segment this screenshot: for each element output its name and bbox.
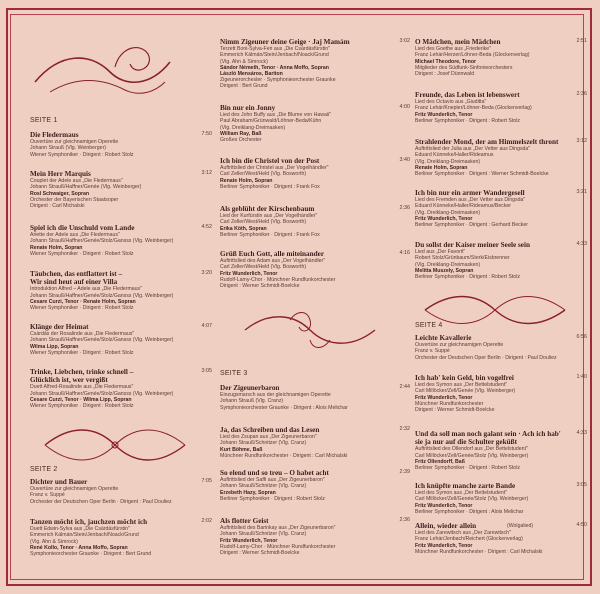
track-duration: 4:16 — [399, 250, 410, 256]
track-credit-line: Wiener Symphoniker · Dirigent : Robert Stolz — [30, 349, 134, 356]
track-credit-line: Berliner Symphoniker · Dirigent : Robert Stolz — [415, 117, 520, 124]
track-credit-line: Johann Strauß/Schnitzer (Vlg. Cranz) — [220, 531, 307, 538]
track-entry — [220, 517, 410, 556]
track-credit-line: Berliner Symphoniker · Dirigent : Frank Fox — [220, 231, 320, 238]
track-credit-line: Carl Zeller/West/Held (Vlg. Bosworth) — [220, 171, 307, 178]
track-credit-line: Wiener Symphoniker · Dirigent : Robert Stolz — [30, 403, 134, 410]
track-title-continued: Wir sind heut auf einer Villa — [30, 278, 118, 287]
track-title: Ich bin die Christel von der Post — [220, 157, 320, 165]
track-credit-line: Berliner Symphoniker · Dirigent : Robert Stolz — [415, 465, 520, 472]
track-credit-line: Couplet der Adele aus „Die Fledermaus" — [30, 178, 123, 185]
track-entry — [415, 91, 587, 124]
track-entry — [220, 250, 410, 289]
track-credit-line: (Vlg. Ahn & Simrock) — [220, 58, 268, 65]
track-entry — [220, 104, 410, 143]
track-title: Als flotter Geist — [220, 517, 269, 525]
track-credit-line: Duett Alfred-Rosalinde aus „Die Fledermaus" — [30, 384, 134, 391]
track-credit-line: Ouvertüre zur gleichnamigen Operette — [415, 342, 504, 349]
track-credit-line: Emmerich Kálmán/Stein/Jenbach/Noack/Grund — [220, 52, 329, 59]
track-credit-line: Berliner Symphoniker · Dirigent : Frank Fox — [220, 183, 320, 190]
track-duration: 3:05 — [576, 482, 587, 488]
track-credit-line: Carl Millöcker/Zell/Genée (Vlg. Weinberger) — [415, 388, 516, 395]
track-credit-line: Lied des Symon aus „Der Bettelstudent" — [415, 490, 508, 497]
track-entry — [415, 138, 587, 177]
track-credit-line: Eduard Künneke/Haller/Rideamus/Becker — [415, 203, 512, 210]
track-credit-line: Wilma Lipp, Sopran — [30, 343, 79, 350]
track-title: Du sollst der Kaiser meiner Seele sein — [415, 241, 530, 249]
track-credit-line: Einzugsmarsch aus der gleichnamigen Operette — [220, 392, 331, 399]
track-credit-line: Johann Strauß/Haffner/Genée/Stolz/Gansss (Vlg. Weinberger) — [30, 238, 174, 245]
track-credit-line: Mitglieder des Südfunk-Sinfonieorchesters — [415, 64, 513, 71]
track-duration: 2:02 — [201, 518, 212, 524]
track-credit-line: Orchester der Deutschen Oper Berlin · Dirigent : Paul Douliez — [415, 354, 557, 361]
track-credit-line: Fritz Ollendorff, Baß — [415, 458, 465, 465]
track-duration: 1:40 — [576, 374, 587, 380]
track-entry — [415, 334, 587, 361]
track-credit-line: Emmerich Kálmán/Stein/Jenbach/Noack/Grund — [30, 532, 139, 539]
track-credit-line: Ouvertüre zur gleichnamigen Operette — [30, 486, 119, 493]
track-title: Freunde, das Leben ist lebenswert — [415, 91, 520, 99]
track-title-note: (Wolgalied) — [507, 523, 534, 529]
track-duration: 2:32 — [399, 426, 410, 432]
track-entry — [415, 241, 587, 280]
track-credit-line: Melitta Muszely, Sopran — [415, 267, 474, 274]
track-credit-line: Auftrittslied des Barinkay aus „Der Zigeunerbaron" — [220, 525, 336, 532]
track-duration: 2:44 — [399, 384, 410, 390]
track-title: Nimm Zigeuner deine Geige · Jaj Mamám — [220, 38, 350, 46]
track-duration: 3:40 — [399, 157, 410, 163]
track-credit-line: Lied aus „Der Favorit" — [415, 249, 466, 256]
track-credit-line: Orchester der Bayerischen Staatsoper — [30, 196, 119, 203]
track-credit-line: Cesare Curzi, Tenor · Renate Holm, Sopran — [30, 298, 136, 305]
track-credit-line: Lied des Octavio aus „Giuditta" — [415, 99, 487, 106]
track-credit-line: Dirigent : Werner Schmidt-Boelcke — [220, 550, 300, 557]
track-credit-line: (Vlg. Dreiklang-Dreimasken) — [415, 209, 481, 216]
track-credit-line: Rudolf-Lamy-Chor · Münchner Rundfunkorchester — [220, 276, 336, 283]
track-entry — [415, 430, 587, 471]
track-credit-line: Renate Holm, Sopran — [415, 164, 468, 171]
track-credit-line: Münchner Rundfunkorchester — [415, 400, 484, 407]
track-credit-line: Wiener Symphoniker · Dirigent : Robert Stolz — [30, 250, 134, 257]
track-entry — [30, 368, 212, 409]
track-entry — [220, 38, 410, 90]
ornament-top-left-icon — [30, 42, 180, 102]
track-credit-line: Berliner Symphoniker · Dirigent : Werner Schmidt-Boelcke — [415, 171, 549, 178]
track-title: Bin nur ein Jonny — [220, 104, 276, 112]
section-label-seite-4: SEITE 4 — [415, 322, 443, 329]
track-credit-line: Renate Holm, Sopran — [220, 177, 273, 184]
track-credit-line: Fritz Wunderlich, Tenor — [415, 502, 473, 509]
track-entry — [30, 170, 212, 209]
ornament-bottom-left-icon — [40, 420, 190, 470]
track-entry — [415, 374, 587, 413]
track-entry — [220, 426, 410, 459]
track-credit-line: Lied des Zarewitsch aus „Der Zarewitsch" — [415, 530, 511, 537]
track-credit-line: Cesare Curzi, Tenor · Wilma Lipp, Sopran — [30, 396, 132, 403]
track-entry — [30, 270, 212, 311]
track-credit-line: Franz Lehár/Jenbach/Reichert (Glockenverlag) — [415, 536, 523, 543]
track-title: Täubchen, das entflattert ist – — [30, 270, 123, 278]
track-credit-line: Ariette der Adele aus „Die Fledermaus" — [30, 232, 120, 239]
track-credit-line: Münchner Rundfunkorchester · Dirigent : Carl Michalski — [415, 548, 543, 555]
track-credit-line: Symphonieorchester Graunke · Dirigent : Alois Melichar — [220, 404, 348, 411]
track-entry — [220, 157, 410, 190]
track-duration: 4:00 — [399, 104, 410, 110]
track-credit-line: Sándor Németh, Tenor · Anna Moffo, Sopran — [220, 64, 329, 71]
track-title: Tanzen möcht ich, jauchzen möcht ich — [30, 518, 148, 526]
ornament-center-icon — [235, 305, 385, 355]
track-credit-line: Lied des Symon aus „Der Bettelstudent" — [415, 382, 508, 389]
track-title: Die Fledermaus — [30, 131, 79, 139]
track-credit-line: Auftrittslied der Julia aus „Der Vetter aus Dingsda" — [415, 146, 531, 153]
track-title: Allein, wieder allein — [415, 522, 477, 530]
track-title: Klänge der Heimat — [30, 323, 89, 331]
track-credit-line: Lied des John Buffy aus „Die Blume von Hawaii" — [220, 112, 332, 119]
track-credit-line: Fritz Wunderlich, Tenor — [415, 111, 473, 118]
track-credit-line: Johann Strauß (Vlg. Weinberger) — [30, 145, 107, 152]
track-credit-line: Kurt Böhme, Baß — [220, 446, 263, 453]
track-duration: 6:56 — [576, 334, 587, 340]
track-entry — [220, 205, 410, 238]
track-credit-line: Lied des Goethe aus „Friederike" — [415, 46, 491, 53]
track-title: Mein Herr Marquis — [30, 170, 91, 178]
section-label-seite-2: SEITE 2 — [30, 466, 58, 473]
track-credit-line: Fritz Wunderlich, Tenor — [220, 537, 278, 544]
track-duration: 4:07 — [201, 323, 212, 329]
track-title: Spiel ich die Unschuld vom Lande — [30, 224, 135, 232]
track-title: Trinke, Liebchen, trinke schnell – — [30, 368, 134, 376]
track-entry — [30, 478, 212, 505]
section-label-seite-1: SEITE 1 — [30, 117, 58, 124]
track-entry — [30, 323, 212, 356]
track-duration: 2:36 — [399, 517, 410, 523]
track-credit-line: Symphonieorchester Graunke · Dirigent : Bert Grund — [30, 551, 152, 558]
track-credit-line: Dirigent : Josef Dünnwald — [415, 71, 475, 78]
track-credit-line: Franz Lehár/Knepler/Löhner-Beda (Glockenverlag) — [415, 105, 532, 112]
track-credit-line: Johann Strauß/Haffner/Genée/Stolz/Gansss (Vlg. Weinberger) — [30, 337, 174, 344]
track-credit-line: Auftrittslied des Adam aus „Der Vogelhändler" — [220, 258, 326, 265]
track-title: Als geblüht der Kirschenbaum — [220, 205, 315, 213]
track-credit-line: Carl Zeller/West/Held (Vlg. Bosworth) — [220, 219, 307, 226]
track-credit-line: Carl Millöcker/Zell/Genée/Stolz (Vlg. Weinberger) — [415, 452, 529, 459]
track-credit-line: Johann Strauß/Haffner/Genée (Vlg. Weinberger) — [30, 184, 142, 191]
track-credit-line: Berliner Symphoniker · Dirigent : Robert Stolz — [220, 495, 325, 502]
track-credit-line: Renate Holm, Sopran — [30, 244, 83, 251]
track-entry — [220, 469, 410, 502]
track-entry — [415, 522, 587, 555]
track-credit-line: Dirigent : Werner Schmidt-Boelcke — [415, 407, 495, 414]
track-credit-line: Großes Orchester — [220, 137, 262, 144]
track-entry — [415, 189, 587, 228]
track-title: Grüß Euch Gott, alle miteinander — [220, 250, 325, 258]
track-entry — [220, 384, 410, 411]
track-credit-line: Auftrittslied der Christel aus „Der Vogelhändler" — [220, 165, 329, 172]
track-title: Und da soll man noch galant sein · Ach ich hab' — [415, 430, 561, 438]
track-credit-line: Introduktion Alfred – Adele aus „Die Fledermaus" — [30, 286, 142, 293]
track-duration: 2:39 — [399, 469, 410, 475]
track-credit-line: Franz v. Suppé — [415, 348, 450, 355]
track-title: Ich knüpfte manche zarte Bande — [415, 482, 516, 490]
track-duration: 3:12 — [576, 138, 587, 144]
track-credit-line: Zigeunerorchester · Symphonieorchester Graunke — [220, 77, 336, 84]
track-credit-line: Auftrittslied der Saffi aus „Der Zigeunerbaron" — [220, 477, 325, 484]
track-title: Ja, das Schreiben und das Lesen — [220, 426, 320, 434]
track-credit-line: Fritz Wunderlich, Tenor — [415, 394, 473, 401]
track-title-continued: sie ja nur auf die Schulter geküßt — [415, 438, 517, 447]
track-credit-line: William Ray, Baß — [220, 130, 262, 137]
track-credit-line: Berliner Symphoniker · Dirigent : Alois Melichar — [415, 508, 524, 515]
track-credit-line: Fritz Wunderlich, Tenor — [415, 215, 473, 222]
track-title: Leichte Kavallerie — [415, 334, 472, 342]
track-credit-line: Csárdás der Rosalinde aus „Die Fledermaus" — [30, 331, 135, 338]
track-credit-line: Fritz Wunderlich, Tenor — [220, 270, 278, 277]
track-duration: 2:36 — [399, 205, 410, 211]
track-credit-line: Franz v. Suppé — [30, 492, 65, 499]
track-credit-line: (Vlg. Dreiklang-Dreimasken) — [415, 261, 481, 268]
track-duration: 7:50 — [201, 131, 212, 137]
track-duration: 2:51 — [576, 38, 587, 44]
track-credit-line: Rudolf-Lamy-Chor · Münchner Rundfunkorchester — [220, 543, 336, 550]
track-credit-line: Erika Köth, Sopran — [220, 225, 267, 232]
track-credit-line: László Mensáros, Bariton — [220, 71, 283, 78]
track-credit-line: Michael Theodore, Tenor — [415, 58, 477, 65]
track-entry — [30, 131, 212, 158]
track-duration: 4:33 — [576, 241, 587, 247]
ornament-right-icon — [420, 290, 570, 330]
track-entry — [415, 482, 587, 515]
track-credit-line: Johann Strauß/Schnitzer (Vlg. Cranz) — [220, 483, 307, 490]
track-credit-line: (Vlg. Ahn & Simrock) — [30, 538, 78, 545]
track-credit-line: Lied der Kurfürstin aus „Der Vogelhändler" — [220, 213, 318, 220]
track-title: Ich hab' kein Geld, bin vogelfrei — [415, 374, 514, 382]
track-credit-line: Berliner Symphoniker · Dirigent : Robert Stolz — [415, 274, 520, 281]
track-credit-line: Terzett Boni-Sylva-Feri aus „Die Csárdásfürstin" — [220, 46, 330, 53]
track-duration: 2:36 — [576, 91, 587, 97]
track-credit-line: Münchner Rundfunkorchester · Dirigent : Carl Michalski — [220, 452, 348, 459]
track-duration: 3:05 — [201, 368, 212, 374]
track-credit-line: Lied des Fremden aus „Der Vetter aus Dingsda" — [415, 197, 526, 204]
track-duration: 3:21 — [576, 189, 587, 195]
track-credit-line: Dirigent : Bert Grund — [220, 83, 268, 90]
track-duration: 7:05 — [201, 478, 212, 484]
track-title: So elend und so treu – O habet acht — [220, 469, 329, 477]
track-entry — [415, 38, 587, 77]
track-title: Dichter und Bauer — [30, 478, 88, 486]
track-credit-line: (Vlg. Dreiklang-Dreimasken) — [220, 124, 286, 131]
track-credit-line: Fritz Wunderlich, Tenor — [415, 542, 473, 549]
track-duration: 3:02 — [399, 38, 410, 44]
track-credit-line: Dirigent : Carl Michalski — [30, 203, 85, 210]
track-duration: 4:33 — [576, 430, 587, 436]
track-entry — [30, 518, 212, 557]
track-credit-line: Johann Strauß/Haffner/Genée/Stolz/Gansss (Vlg. Weinberger) — [30, 292, 174, 299]
track-credit-line: Rosl Schwaiger, Sopran — [30, 190, 90, 197]
track-credit-line: Carl Zeller/West/Held (Vlg. Bosworth) — [220, 264, 307, 271]
track-entry — [30, 224, 212, 257]
track-credit-line: Wiener Symphoniker · Dirigent : Robert Stolz — [30, 151, 134, 158]
track-duration: 4:50 — [576, 522, 587, 528]
track-credit-line: (Vlg. Dreiklang-Dreimasken) — [415, 158, 481, 165]
track-credit-line: Johann Strauß/Schnitzer (Vlg. Cranz) — [220, 440, 307, 447]
section-label-seite-3: SEITE 3 — [220, 370, 248, 377]
track-credit-line: Eduard Künneke/Haller/Rideamus — [415, 152, 494, 159]
track-credit-line: Robert Stolz/Grünbaum/Sterk/Eisbrenner — [415, 255, 510, 262]
track-title: O Mädchen, mein Mädchen — [415, 38, 501, 46]
track-duration: 4:52 — [201, 224, 212, 230]
track-credit-line: Berliner Symphoniker · Dirigent : Gerhard Becker — [415, 222, 529, 229]
track-title: Ich bin nur ein armer Wandergesell — [415, 189, 525, 197]
track-credit-line: Duett Edwin-Sylva aus „Die Csárdásfürstin" — [30, 526, 130, 533]
track-credit-line: Erzebeth Hazy, Sopran — [220, 489, 276, 496]
track-credit-line: Johann Strauß/Haffner/Genée/Stolz/Gansss (Vlg. Weinberger) — [30, 390, 174, 397]
track-title-continued: Glücklich ist, wer vergißt — [30, 376, 108, 385]
track-title: Strahlender Mond, der am Himmelszelt thront — [415, 138, 559, 146]
track-credit-line: René Kollo, Tenor · Anna Moffo, Sopran — [30, 544, 128, 551]
track-credit-line: Paul Abraham/Grünwald/Löhner-Beda/Kühn — [220, 118, 322, 125]
track-title: Der Zigeunerbaron — [220, 384, 280, 392]
track-credit-line: Franz Lehár/Herzer/Löhner-Beda (Glockenverlag) — [415, 52, 530, 59]
track-credit-line: Johann Strauß (Vlg. Cranz) — [220, 398, 284, 405]
track-credit-line: Auftrittslied des Ollendorf aus „Der Bettelstudent" — [415, 446, 528, 453]
track-credit-line: Orchester der Deutschen Oper Berlin · Dirigent : Paul Douliez — [30, 498, 172, 505]
track-duration: 3:12 — [201, 170, 212, 176]
track-credit-line: Lied des Zsupan aus „Der Zigeunerbaron" — [220, 434, 317, 441]
track-credit-line: Wiener Symphoniker · Dirigent : Robert Stolz — [30, 305, 134, 312]
track-credit-line: Dirigent : Werner Schmidt-Boelcke — [220, 283, 300, 290]
track-credit-line: Carl Millöcker/Zell/Genée/Stolz (Vlg. Weinberger) — [415, 496, 529, 503]
track-duration: 3:20 — [201, 270, 212, 276]
track-credit-line: Ouvertüre zur gleichnamigen Operette — [30, 139, 119, 146]
